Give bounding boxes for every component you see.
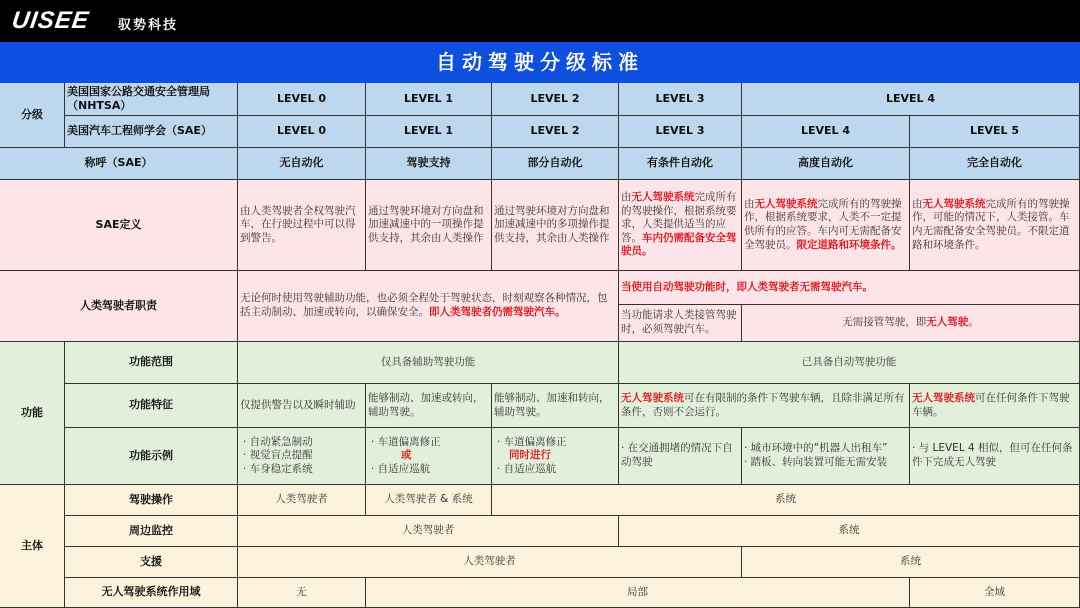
nhtsa-level-2: LEVEL 2	[492, 83, 619, 116]
function-example-l0	[238, 428, 366, 485]
highlight: 限定道路和环境条件。	[796, 238, 902, 251]
text: 可在任何条件下驾驶车辆。	[912, 391, 1070, 418]
human-duty-l3-l5: 当使用自动驾驶功能时，即人类驾驶者无需驾驶汽车。	[619, 271, 1080, 305]
operation-l1: 人类驾驶者 & 系统	[366, 485, 492, 516]
monitor-label: 周边监控	[65, 516, 238, 547]
human-duty-l0-l2	[238, 271, 619, 342]
example-item: · 自适应巡航	[497, 462, 557, 475]
example-item: · 城市环境中的“机器人出租车”	[744, 442, 888, 455]
text: 由	[744, 197, 755, 210]
naming-l1: 驾驶支持	[366, 148, 492, 180]
function-example-label: 功能示例	[65, 428, 238, 485]
sae-definition-label: SAE定义	[0, 180, 238, 271]
sae-definition-l1: 通过驾驶环境对方向盘和加速减速中的一项操作提供支持，其余由人类操作	[366, 180, 492, 271]
text: 由	[912, 197, 923, 210]
sae-definition-l5	[910, 180, 1080, 271]
uisee-logo: UISEE	[10, 7, 91, 34]
naming-l5: 完全自动化	[910, 148, 1080, 180]
naming-l3: 有条件自动化	[619, 148, 742, 180]
function-example-l4	[742, 428, 910, 485]
highlight: 无人驾驶系统	[912, 391, 975, 404]
sae-label: 美国汽车工程师学会（SAE）	[65, 116, 238, 148]
example-item: · 踏板、转向装置可能无需安装	[744, 456, 888, 468]
operation-l0: 人类驾驶者	[238, 485, 366, 516]
highlight: 无人驾驶系统	[754, 197, 818, 210]
text: 可在有限制的条件下驾驶车辆，且除非满足所有条件，否则不会运行。	[621, 391, 905, 418]
operation-l2-l5: 系统	[492, 485, 1080, 516]
sae-level-0: LEVEL 0	[238, 116, 366, 148]
support-l4-l5: 系统	[742, 547, 1080, 578]
logo-chinese-name: 驭势科技	[118, 18, 179, 33]
function-example-l5: · 与 LEVEL 4 相似，但可在任何条件下完成无人驾驶	[910, 428, 1080, 485]
example-item: · 车道偏离修正	[497, 435, 567, 448]
nhtsa-level-4: LEVEL 4	[742, 83, 1080, 116]
function-feature-l0: 仅提供警告以及瞬时辅助	[238, 384, 366, 428]
monitor-l0-l2: 人类驾驶者	[238, 516, 619, 547]
human-duty-l3: 当功能请求人类接管驾驶时，必须驾驶汽车。	[619, 305, 742, 342]
function-example-l2	[492, 428, 619, 485]
function-example-l1	[366, 428, 492, 485]
sae-level-4: LEVEL 4	[742, 116, 910, 148]
naming-l0: 无自动化	[238, 148, 366, 180]
function-scope-l3-l5: 已具备自动驾驶功能	[619, 342, 1080, 384]
text: 。	[968, 316, 979, 329]
human-duty-label: 人类驾驶者职责	[0, 271, 238, 342]
text: 完成所有的驾驶操作，可能的情况下，人类接管。车内无需配备安全驾驶员。不限定道路和环境条件。	[912, 197, 1070, 251]
function-feature-l1: 能够制动、加速或转向，辅助驾驶。	[366, 384, 492, 428]
highlight: 无人驾驶	[926, 316, 969, 329]
monitor-l3-l5: 系统	[619, 516, 1080, 547]
naming-l2: 部分自动化	[492, 148, 619, 180]
domain-l1-l4: 局部	[366, 578, 910, 608]
text: 完成所有的驾驶操作，根据系统要求，人类不一定提供所有的应答。车内可无需配备安全驾驶员。	[744, 197, 902, 251]
function-scope-l0-l2: 仅具备辅助驾驶功能	[238, 342, 619, 384]
example-item: · 视觉盲点提醒	[243, 449, 313, 462]
top-bar	[0, 0, 1080, 42]
highlight: 无人驾驶系统	[631, 190, 695, 203]
support-label: 支援	[65, 547, 238, 578]
example-connector: 同时进行	[509, 449, 551, 462]
function-feature-label: 功能特征	[65, 384, 238, 428]
naming-label: 称呼（SAE）	[0, 148, 238, 180]
function-label: 功能	[0, 342, 65, 485]
text: 无论何时使用驾驶辅助功能，也必须全程处于驾驶状态，时刻观察各种情况，包括主动制动、加速或转向，以确保安全。	[240, 292, 608, 318]
grading-label: 分级	[0, 83, 65, 148]
text: 由	[621, 190, 632, 203]
sae-level-5: LEVEL 5	[910, 116, 1080, 148]
support-l0-l3: 人类驾驶者	[238, 547, 742, 578]
subject-label: 主体	[0, 485, 65, 608]
naming-l4: 高度自动化	[742, 148, 910, 180]
function-scope-label: 功能范围	[65, 342, 238, 384]
text: 完成所有的驾驶操作，根据系统要求，人类提供适当的应答。	[621, 190, 737, 244]
example-item: · 自适应巡航	[371, 462, 431, 475]
nhtsa-level-0: LEVEL 0	[238, 83, 366, 116]
function-example-l3: · 在交通拥堵的情况下自动驾驶	[619, 428, 742, 485]
example-item: · 车道偏离修正	[371, 435, 441, 448]
sae-definition-l2: 通过驾驶环境对方向盘和加速减速中的多项操作提供支持，其余由人类操作	[492, 180, 619, 271]
sae-definition-l0: 由人类驾驶者全权驾驶汽车，在行驶过程中可以得到警告。	[238, 180, 366, 271]
sae-definition-l3	[619, 180, 742, 271]
text: 无需接管驾驶，即	[842, 316, 927, 329]
highlight: 车内仍需配备安全驾驶员。	[621, 231, 737, 258]
example-connector: 或	[401, 449, 412, 462]
sae-level-1: LEVEL 1	[366, 116, 492, 148]
domain-l0: 无	[238, 578, 366, 608]
example-item: · 车身稳定系统	[243, 462, 313, 475]
function-feature-l3-l4	[619, 384, 910, 428]
domain-l5: 全域	[910, 578, 1080, 608]
sae-level-3: LEVEL 3	[619, 116, 742, 148]
operation-label: 驾驶操作	[65, 485, 238, 516]
example-item: · 自动紧急制动	[243, 435, 313, 448]
function-feature-l5	[910, 384, 1080, 428]
function-feature-l2: 能够制动、加速和转向，辅助驾驶。	[492, 384, 619, 428]
page-title: 自动驾驶分级标准	[0, 42, 1080, 83]
highlight: 即人类驾驶者仍需驾驶汽车。	[429, 306, 566, 318]
sae-definition-l4	[742, 180, 910, 271]
human-duty-l4-l5	[742, 305, 1080, 342]
nhtsa-level-1: LEVEL 1	[366, 83, 492, 116]
nhtsa-level-3: LEVEL 3	[619, 83, 742, 116]
sae-level-2: LEVEL 2	[492, 116, 619, 148]
nhtsa-label: 美国国家公路交通安全管理局（NHTSA）	[65, 83, 238, 116]
highlight: 无人驾驶系统	[922, 197, 986, 210]
domain-label: 无人驾驶系统作用域	[65, 578, 238, 608]
highlight: 无人驾驶系统	[621, 391, 684, 404]
